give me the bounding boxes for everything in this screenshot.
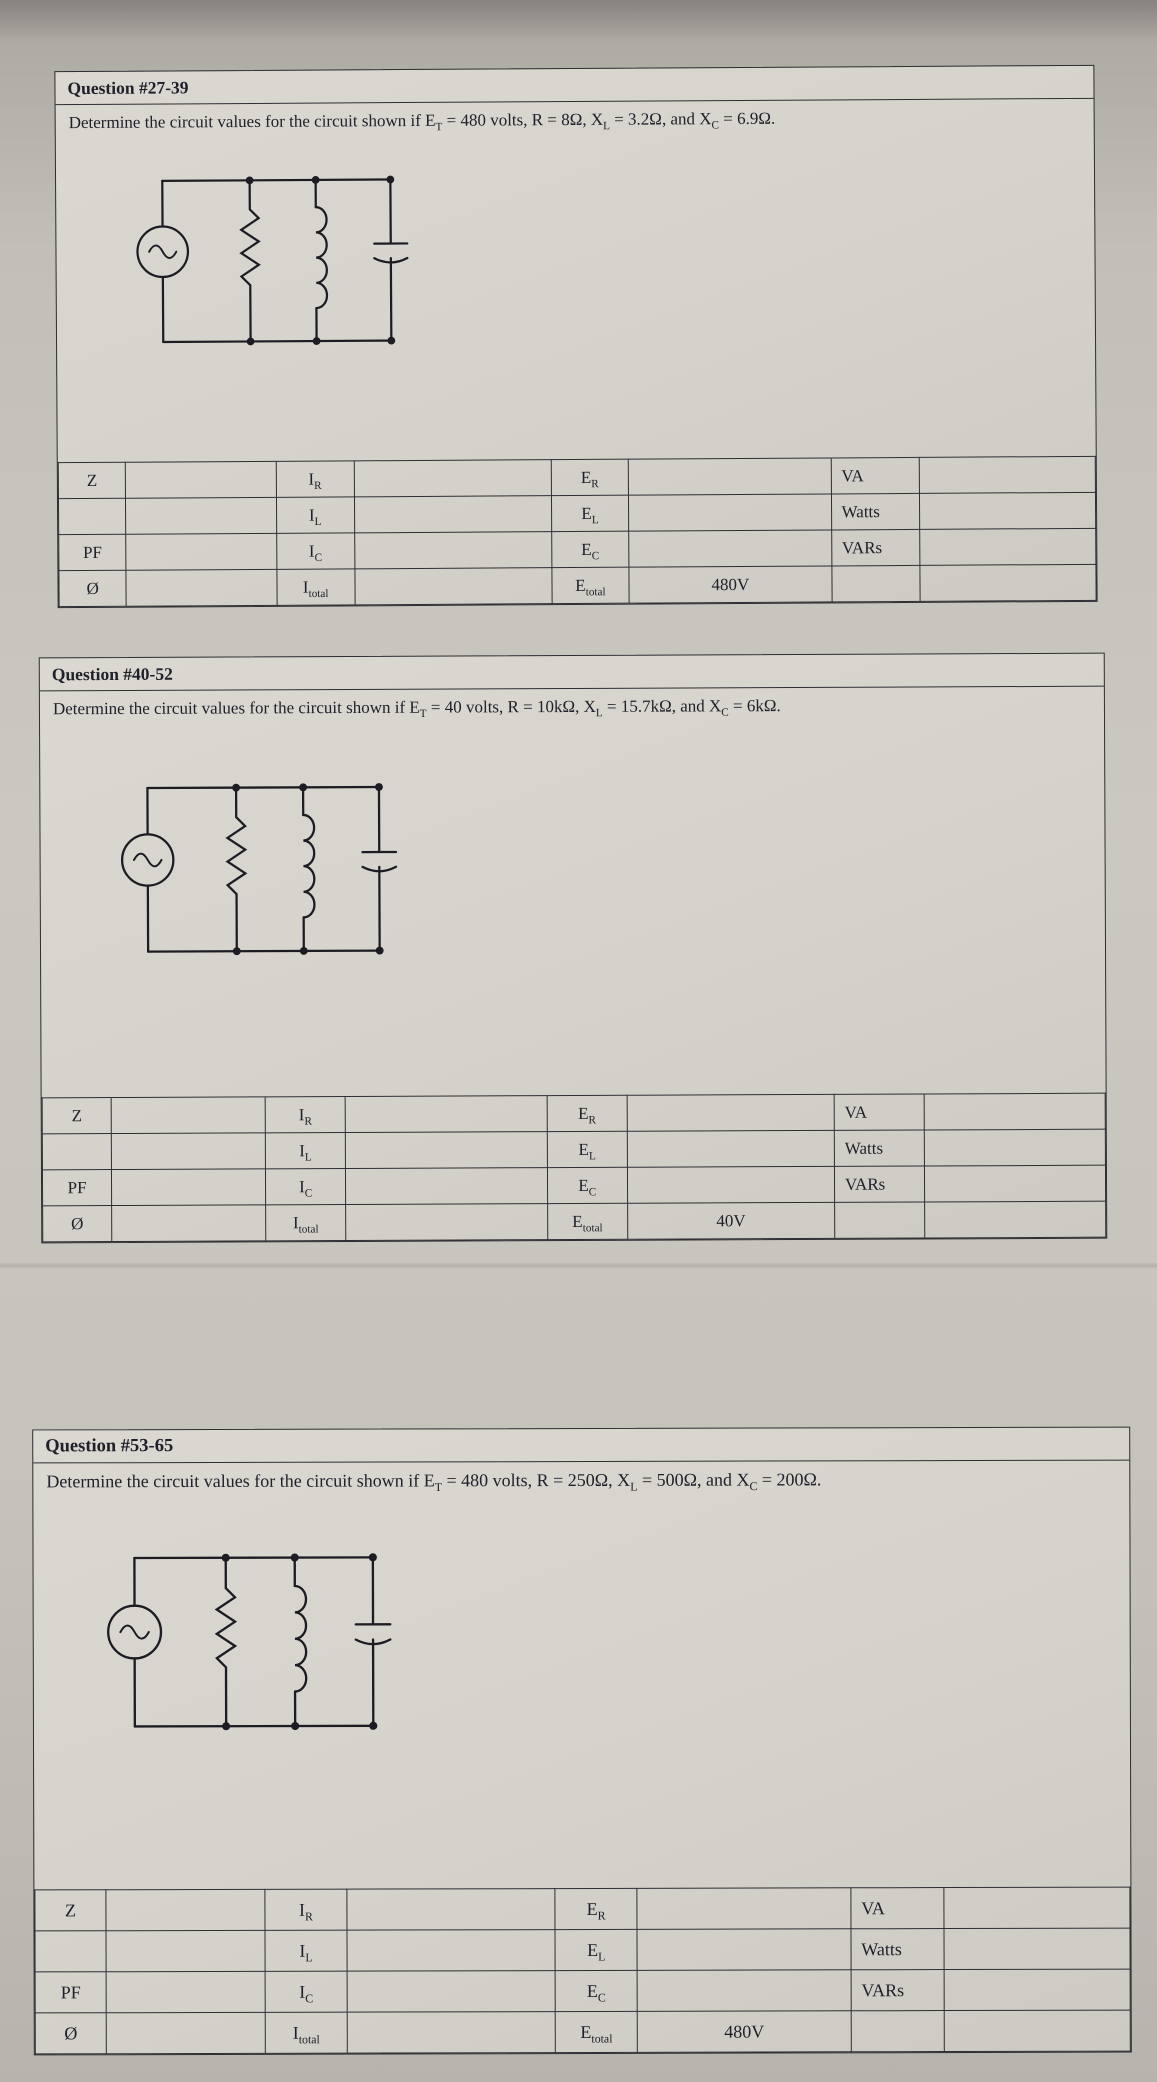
answer-cell-z (106, 1889, 265, 1930)
row-label-pf: PF (42, 1170, 111, 1206)
answer-cell-er (637, 1888, 851, 1930)
inductor-icon (316, 179, 328, 340)
question-2-card (39, 653, 1108, 1244)
table-row (35, 2010, 1130, 2054)
answer-cell-va (924, 1093, 1105, 1130)
answer-cell-watts (925, 1129, 1106, 1166)
table-row (42, 1129, 1105, 1170)
ac-source-icon (137, 226, 188, 277)
answer-cell-z (126, 461, 277, 498)
row-label-ec: $E_C$ (551, 531, 629, 567)
answer-cell-va (944, 1887, 1130, 1928)
answer-cell-phase (106, 2012, 265, 2053)
junction-dots (246, 175, 396, 345)
row-label-va: VA (851, 1888, 944, 1929)
row-label-itotal: $I_{total}$ (265, 2012, 347, 2053)
answer-cell (126, 497, 277, 534)
top-wire (147, 787, 379, 788)
answer-table (58, 456, 1097, 607)
answer-cell-el (627, 1130, 834, 1167)
answer-cell-ir (345, 1096, 547, 1133)
row-label-ir: $I_R$ (265, 1096, 345, 1132)
answer-cell-pf (126, 533, 277, 570)
answer-cell-pf (112, 1169, 266, 1206)
answer-cell-phase (112, 1205, 266, 1242)
answer-cell-il (354, 496, 551, 533)
row-label-il: $I_L$ (265, 1930, 347, 1971)
row-label-ir: $I_R$ (265, 1889, 347, 1930)
table-row (35, 1928, 1130, 1972)
answer-cell-vars (925, 1165, 1106, 1202)
row-label-ic: $I_C$ (265, 1971, 347, 2012)
empty-cell (835, 1202, 925, 1238)
row-label-itotal: $I_{total}$ (266, 1204, 346, 1240)
answer-cell (111, 1133, 265, 1170)
table-row (42, 1165, 1105, 1206)
row-label-vars: VARs (834, 1166, 925, 1202)
circuit-figure (88, 749, 1105, 979)
table-row (35, 1969, 1130, 2013)
circuit-figure (104, 145, 1095, 365)
answer-cell-il (345, 1132, 547, 1169)
answer-cell-z (111, 1097, 265, 1134)
resistor-icon (217, 1558, 236, 1726)
row-label-il: $I_L$ (266, 1132, 346, 1168)
answer-cell-vars (944, 1969, 1130, 2010)
etotal-given-value: 480V (637, 2011, 851, 2053)
answer-cell-ir (354, 460, 551, 497)
resistor-icon (241, 180, 259, 341)
junction-dots (232, 783, 383, 955)
row-label-er: $E_R$ (555, 1888, 637, 1929)
answer-cell-ec (637, 1970, 851, 2012)
empty-cell (944, 2010, 1130, 2051)
row-label-il: $I_L$ (276, 497, 354, 533)
row-label-el: $E_L$ (547, 1131, 627, 1167)
row-label-va: VA (831, 457, 919, 494)
inductor-icon (295, 1558, 307, 1726)
row-label-phase: Ø (35, 2013, 106, 2054)
question-title: Question #27-39 (55, 66, 1093, 105)
etotal-given-value: 480V (629, 566, 831, 603)
question-prompt: Determine the circuit values for the circuit shown if $E_T = 480$ volts, R = 8Ω, $X_L = 3.2\Omega$, and $X_C = 6.9\Omega$. (68, 108, 776, 134)
row-label-itotal: $I_{total}$ (277, 569, 355, 605)
row-label-blank (35, 1931, 106, 1972)
empty-cell (920, 564, 1097, 601)
capacitor-icon (362, 786, 396, 950)
row-label-ir: $I_R$ (276, 461, 354, 497)
answer-table (34, 1887, 1130, 2055)
table-row (59, 564, 1096, 606)
answer-cell-phase (126, 569, 277, 606)
circuit-diagram (73, 1522, 419, 1755)
paper-crease (0, 1262, 1157, 1269)
top-wire (134, 1557, 372, 1558)
question-prompt: Determine the circuit values for the circuit shown if $E_T = 480$ volts, R = 250Ω, $X_L = 500\Omega$, and $X_C = 200\Omega$. (46, 1469, 822, 1494)
capacitor-icon (356, 1557, 391, 1726)
etotal-given-value: 40V (627, 1202, 834, 1239)
row-label-phase: Ø (59, 570, 127, 606)
answer-cell-watts (944, 1928, 1130, 1969)
row-label-vars: VARs (851, 1970, 944, 2011)
circuit-diagram (88, 752, 424, 979)
row-label-etotal: $E_{total}$ (555, 2011, 637, 2052)
row-label-pf: PF (59, 534, 127, 570)
question-3-card (32, 1427, 1132, 2056)
answer-cell-el (629, 494, 831, 531)
resistor-icon (227, 787, 245, 951)
row-label-etotal: $E_{total}$ (548, 1203, 628, 1239)
bottom-wire (163, 340, 391, 341)
answer-cell-ir (347, 1889, 555, 1931)
capacitor-icon (374, 179, 408, 340)
question-title: Question #40-52 (40, 654, 1104, 692)
answer-cell-vars (919, 528, 1096, 565)
answer-table (42, 1093, 1107, 1243)
answer-cell-itotal (346, 1204, 548, 1241)
top-wire (162, 179, 390, 180)
empty-cell (851, 2011, 944, 2052)
bottom-wire (148, 950, 380, 951)
table-row (35, 1887, 1130, 1931)
answer-cell-el (637, 1929, 851, 1971)
row-label-ec: $E_C$ (555, 1970, 637, 2011)
answer-cell-ic (347, 1971, 555, 2013)
row-label-z: Z (58, 462, 126, 498)
answer-cell-pf (106, 1971, 265, 2012)
answer-cell-ec (627, 1166, 834, 1203)
answer-cell-watts (919, 492, 1096, 529)
circuit-diagram (104, 149, 435, 365)
row-label-er: $E_R$ (551, 459, 629, 495)
row-label-vars: VARs (831, 529, 919, 566)
row-label-el: $E_L$ (551, 495, 629, 531)
circuit-figure (73, 1521, 1130, 1756)
answer-cell-ic (345, 1168, 547, 1205)
empty-cell (831, 565, 919, 602)
row-label-blank (42, 1134, 111, 1170)
row-label-etotal: $E_{total}$ (551, 567, 629, 603)
ac-source-icon (108, 1606, 161, 1659)
answer-cell-er (629, 458, 831, 495)
row-label-el: $E_L$ (555, 1929, 637, 1970)
answer-cell-ec (629, 530, 831, 567)
answer-cell-ic (354, 532, 551, 569)
row-label-watts: Watts (851, 1929, 944, 1970)
junction-dots (222, 1553, 378, 1730)
table-row (42, 1093, 1105, 1134)
row-label-z: Z (35, 1890, 106, 1931)
row-label-ic: $I_C$ (266, 1168, 346, 1204)
empty-cell (925, 1201, 1106, 1238)
answer-cell-er (627, 1094, 834, 1131)
inductor-icon (303, 787, 315, 951)
question-1-card (54, 65, 1097, 608)
answer-cell (106, 1930, 265, 1971)
answer-cell-itotal (354, 568, 551, 605)
answer-cell-va (919, 456, 1096, 493)
table-row (43, 1201, 1106, 1242)
row-label-ic: $I_C$ (276, 533, 354, 569)
ac-source-icon (122, 834, 173, 885)
row-label-ec: $E_C$ (547, 1167, 627, 1203)
question-title: Question #53-65 (33, 1428, 1129, 1464)
row-label-watts: Watts (831, 493, 919, 530)
row-label-va: VA (834, 1094, 924, 1130)
row-label-phase: Ø (43, 1206, 112, 1242)
row-label-er: $E_R$ (547, 1095, 627, 1131)
row-label-z: Z (42, 1098, 111, 1134)
row-label-pf: PF (35, 1972, 106, 2013)
question-prompt: Determine the circuit values for the circuit shown if $E_T = 40$ volts, R = 10kΩ, $X_L = 15.7k\Omega$, and $X_C = 6k\Omega$. (52, 696, 781, 721)
row-label-blank (58, 498, 126, 534)
row-label-watts: Watts (834, 1130, 924, 1166)
bottom-wire (135, 1726, 373, 1727)
answer-cell-il (347, 1930, 555, 1972)
answer-cell-itotal (347, 2012, 555, 2054)
